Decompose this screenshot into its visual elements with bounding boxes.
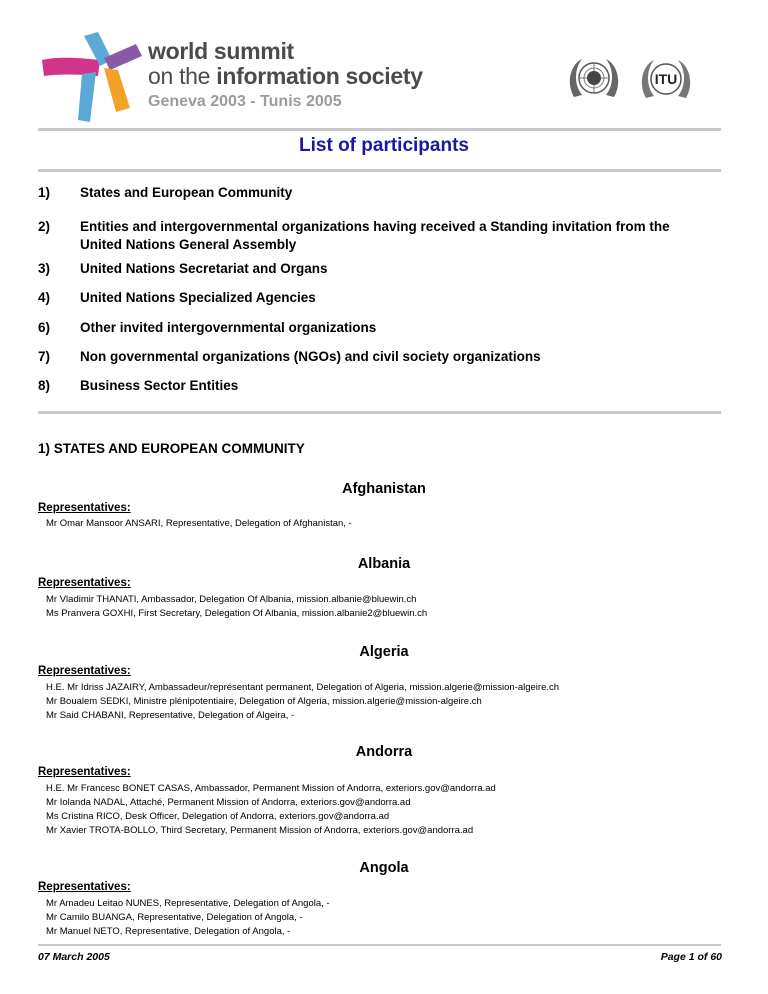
- country-heading: Albania: [357, 556, 411, 572]
- document-header: [0, 0, 768, 128]
- page-title: List of participants: [299, 135, 469, 156]
- country-heading: Algeria: [359, 644, 409, 660]
- logo-line-2: [148, 65, 423, 88]
- itu-label: ITU: [654, 71, 678, 87]
- representative-entry: H.E. Mr Idriss JAZAIRY, Ambassadeur/représentant permanent, Delegation of Algeria, mission.algerie@mission-algeire.ch: [46, 682, 560, 693]
- toc-item-label: Entities and intergovernmental organizations having received a Standing invitation from the United Nations General Assembly: [80, 219, 670, 252]
- representative-entry: Mr Omar Mansoor ANSARI, Representative, Delegation of Afghanistan, -: [46, 518, 352, 529]
- representative-entry: Mr Xavier TROTA-BOLLO, Third Secretary, Permanent Mission of Andorra, exteriors.gov@andorra.ad: [46, 825, 474, 836]
- country-heading: Afghanistan: [342, 481, 426, 497]
- divider-contents: [38, 411, 721, 414]
- representative-entry: Mr Amadeu Leitao NUNES, Representative, Delegation of Angola, -: [46, 898, 330, 909]
- page-number: Page 1 of 60: [660, 951, 722, 963]
- footer-divider: [38, 944, 721, 946]
- country-heading: Andorra: [355, 744, 413, 760]
- divider-title: [38, 169, 721, 172]
- toc-item-label: Non governmental organizations (NGOs) and civil society organizations: [80, 349, 541, 364]
- wsis-wordmark: [148, 40, 423, 110]
- toc-item-label: Other invited intergovernmental organizations: [80, 320, 377, 335]
- toc-item-number: 3): [38, 261, 51, 276]
- representative-entry: Mr Camilo BUANGA, Representative, Delegation of Angola, -: [46, 912, 303, 923]
- representative-entry: Mr Boualem SEDKI, Ministre plénipotentiaire, Delegation of Algeria, mission.algerie@mission-algeire.ch: [46, 696, 482, 707]
- toc-item-label: United Nations Specialized Agencies: [80, 290, 316, 305]
- representative-entry: Mr Manuel NETO, Representative, Delegation of Angola, -: [46, 926, 291, 937]
- representative-entry: Mr Vladimir THANATI, Ambassador, Delegation Of Albania, mission.albanie@bluewin.ch: [46, 594, 417, 605]
- section-heading: 1) STATES AND EUROPEAN COMMUNITY: [38, 441, 305, 456]
- toc-item-label: Business Sector Entities: [80, 378, 239, 393]
- representative-entry: H.E. Mr Francesc BONET CASAS, Ambassador, Permanent Mission of Andorra, exteriors.gov@andorra.ad: [46, 783, 496, 794]
- toc-item-number: 6): [38, 320, 51, 335]
- logo-line-3: Geneva 2003 - Tunis 2005: [148, 93, 342, 110]
- toc-item-number: 2): [38, 219, 51, 234]
- divider-top: [38, 128, 721, 131]
- itu-emblem-icon: [640, 58, 692, 102]
- representative-entry: Ms Pranvera GOXHI, First Secretary, Delegation Of Albania, mission.albanie2@bluewin.ch: [46, 608, 428, 619]
- representatives-label: Representatives:: [38, 502, 131, 514]
- logo-line-2-prefix: on the: [148, 63, 217, 89]
- wsis-logo-icon: [38, 30, 148, 125]
- logo-line-1: world summit: [148, 38, 294, 64]
- representatives-label: Representatives:: [38, 766, 131, 778]
- representative-entry: Mr Iolanda NADAL, Attaché, Permanent Mission of Andorra, exteriors.gov@andorra.ad: [46, 797, 411, 808]
- country-heading: Angola: [359, 860, 409, 876]
- toc-item-label: United Nations Secretariat and Organs: [80, 261, 328, 276]
- representatives-label: Representatives:: [38, 577, 131, 589]
- representatives-label: Representatives:: [38, 881, 131, 893]
- toc-item-number: 4): [38, 290, 51, 305]
- representatives-label: Representatives:: [38, 665, 131, 677]
- un-emblem-icon: [568, 57, 620, 101]
- representative-entry: Mr Said CHABANI, Representative, Delegation of Algeira, -: [46, 710, 295, 721]
- toc-item-number: 1): [38, 185, 51, 200]
- toc-item-number: 7): [38, 349, 51, 364]
- footer-date: 07 March 2005: [38, 951, 110, 963]
- toc-item-label: States and European Community: [80, 185, 293, 200]
- toc-item-number: 8): [38, 378, 51, 393]
- logo-line-2-bold: information society: [216, 63, 423, 89]
- representative-entry: Ms Cristina RICO, Desk Officer, Delegation of Andorra, exteriors.gov@andorra.ad: [46, 811, 390, 822]
